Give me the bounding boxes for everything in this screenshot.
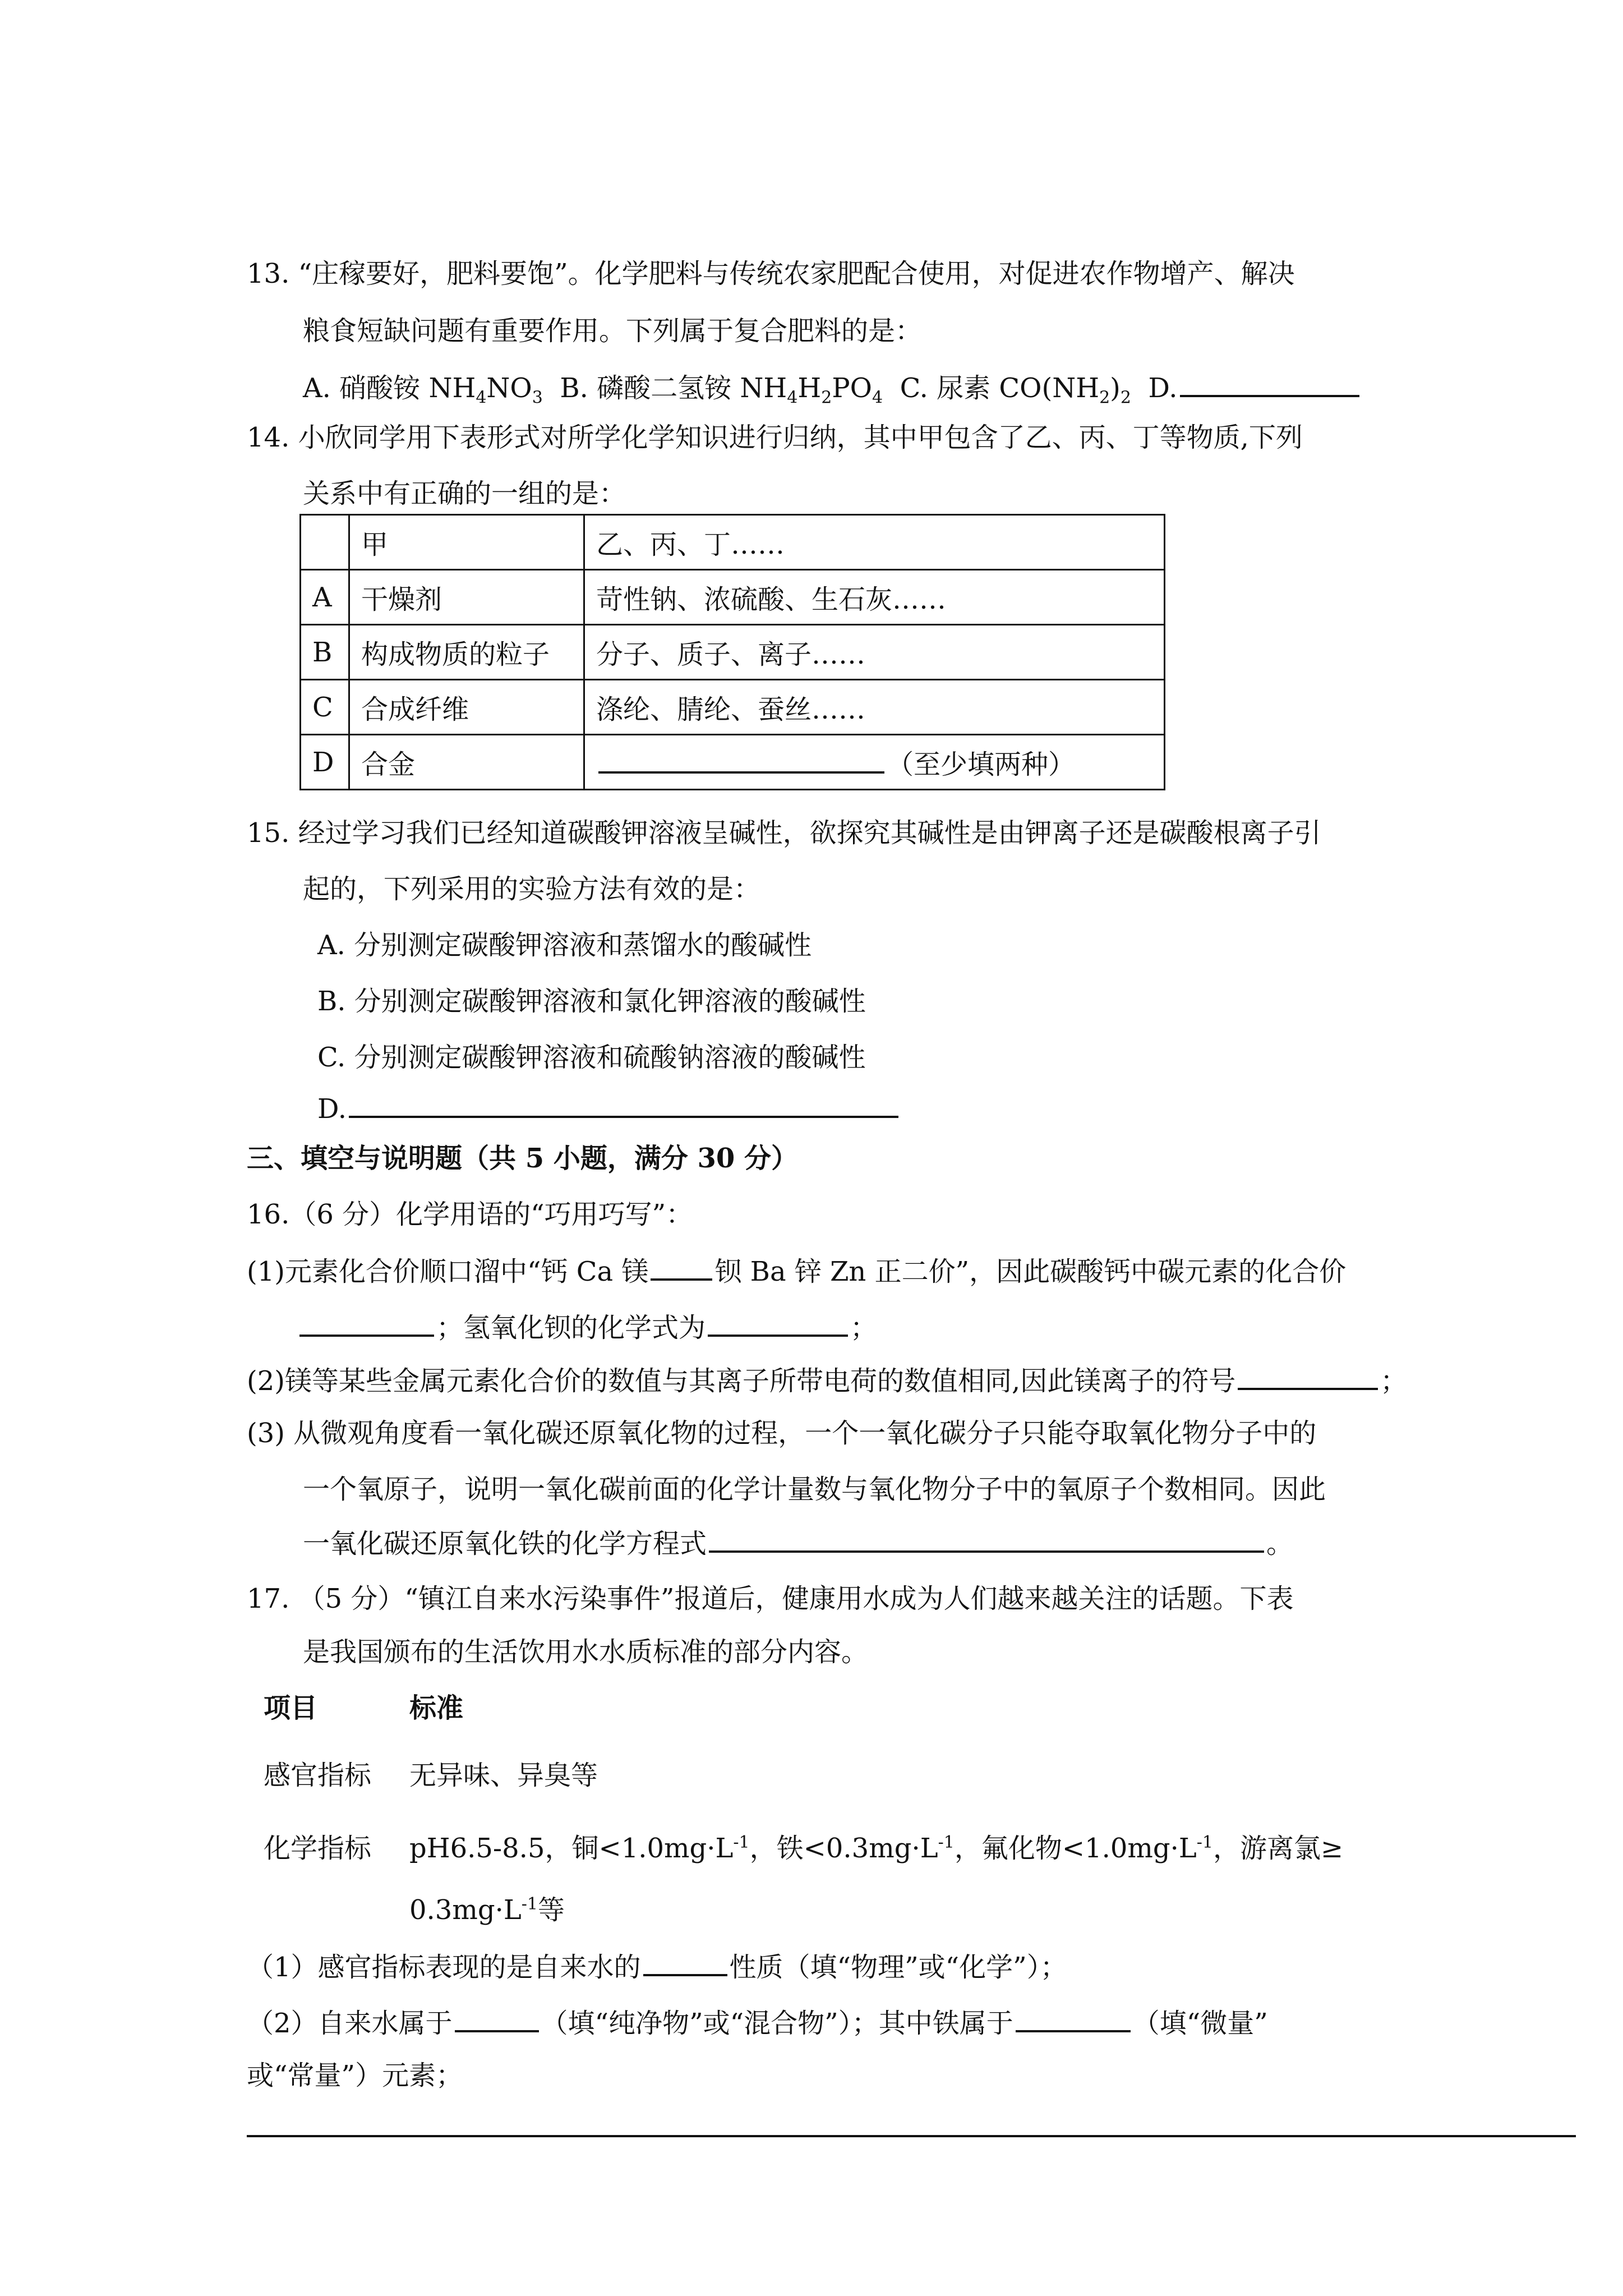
chemical-index-label: 化学指标 <box>264 1833 372 1864</box>
q13-options: A. 硝酸铵 $NH_4NO_3$ B. 磷酸二氢铵 $NH_4H_2PO_4$ C. 尿素 $CO(NH_2)_2$ D. <box>303 370 1362 405</box>
q16-part3-line2: 一个氧原子，说明一氧化碳前面的化学计量数与氧化物分子中的氧原子个数相同。因此 <box>303 1474 1326 1505</box>
table-row: B 构成物质的粒子 分子、质子、离子…… <box>301 625 1165 680</box>
q17-sub2-cont: 或“常量”）元素； <box>247 2060 463 2091</box>
mg-valence-blank[interactable] <box>651 1254 712 1281</box>
q15-line2: 起的，下列采用的实验方法有效的是： <box>303 873 761 905</box>
sensory-index-value: 无异味、异臭等 <box>409 1760 598 1791</box>
property-blank[interactable] <box>643 1949 727 1976</box>
q13-option-d: D. <box>1148 372 1178 404</box>
q17-line2: 是我国颁布的生活饮用水水质标准的部分内容。 <box>303 1636 869 1668</box>
q15-option-c: C. 分别测定碳酸钾溶液和硫酸钠溶液的酸碱性 <box>317 1042 866 1073</box>
sensory-index-label: 感官指标 <box>264 1760 372 1791</box>
q15-option-a: A. 分别测定碳酸钾溶液和蒸馏水的酸碱性 <box>317 930 812 961</box>
element-type-blank[interactable] <box>1016 2005 1131 2032</box>
q16-part2: (2)镁等某些金属元素化合价的数值与其离子所带电荷的数值相同,因此镁离子的符号 ； <box>247 1363 1407 1398</box>
table-row: 甲 乙、丙、丁…… <box>301 515 1165 570</box>
q16-part1-cont: ；氢氧化钡的化学式为 ； <box>297 1310 877 1345</box>
q16-title: 16.（6 分）化学用语的“巧用巧写”： <box>247 1199 693 1230</box>
equation-blank[interactable] <box>709 1526 1264 1553</box>
water-type-blank[interactable] <box>455 2005 539 2032</box>
standard-header-standard: 标准 <box>409 1692 464 1724</box>
q16-part3-line3: 一氧化碳还原氧化铁的化学方程式 。 <box>303 1526 1293 1561</box>
table-row: C 合成纤维 涤纶、腈纶、蚕丝…… <box>301 680 1165 735</box>
chemical-index-value-cont: $0.3mg\cdot L^{-1}$等 <box>409 1894 565 1926</box>
barium-hydroxide-blank[interactable] <box>708 1310 848 1337</box>
q13-line2: 粮食短缺问题有重要作用。下列属于复合肥料的是： <box>303 315 923 347</box>
q15-answer-blank[interactable] <box>349 1091 898 1118</box>
q15-line1: 15. 经过学习我们已经知道碳酸钾溶液呈碱性，欲探究其碱性是由钾离子还是碳酸根离子引 <box>247 817 1321 849</box>
q15-option-d: D. <box>317 1091 901 1126</box>
q17-sub2: （2）自来水属于 （填“纯净物”或“混合物”）；其中铁属于 （填“微量” <box>247 2005 1268 2040</box>
q13-option-a: A. 硝酸铵 NH <box>303 372 476 404</box>
q15-option-b: B. 分别测定碳酸钾溶液和氯化钾溶液的酸碱性 <box>317 986 866 1017</box>
chemical-index-value: pH6.5-8.5，铜$<1.0mg\cdot L^{-1}$，铁$<0.3mg\cdot L^{-1}$，氟化物$<1.0mg\cdot L^{-1}$，游离氯≥ <box>409 1833 1344 1864</box>
table-row: A 干燥剂 苛性钠、浓硫酸、生石灰…… <box>301 570 1165 625</box>
q14-line1: 14. 小欣同学用下表形式对所学化学知识进行归纳，其中甲包含了乙、丙、丁等物质,下列 <box>247 422 1303 453</box>
q17-line1: 17. （5 分）“镇江自来水污染事件”报道后，健康用水成为人们越来越关注的话题。下表 <box>247 1583 1294 1614</box>
q14-line2: 关系中有正确的一组的是： <box>303 478 626 509</box>
q13-option-c: C. 尿素 CO(NH <box>900 372 1100 404</box>
q16-part3-line1: (3) 从微观角度看一氧化碳还原氧化物的过程，一个一氧化碳分子只能夺取氧化物分子中的 <box>247 1418 1317 1449</box>
q17-sub1: （1）感官指标表现的是自来水的 性质（填“物理”或“化学”）； <box>247 1949 1067 1984</box>
standard-header-item: 项目 <box>264 1692 318 1724</box>
q13-option-b: B. 磷酸二氢铵 NH <box>560 372 787 404</box>
table-row: D 合金 （至少填两种） <box>301 735 1165 790</box>
carbon-valence-blank[interactable] <box>299 1310 434 1337</box>
classification-table <box>299 514 1165 790</box>
q13-answer-blank[interactable] <box>1180 370 1359 397</box>
section-heading: 三、填空与说明题（共 5 小题，满分 30 分） <box>247 1143 799 1174</box>
q16-part1: (1)元素化合价顺口溜中“钙 Ca 镁 钡 Ba 锌 Zn 正二价”，因此碳酸钙中碳元素的化合价 <box>247 1254 1346 1289</box>
q13-line1: 13. “庄稼要好，肥料要饱”。化学肥料与传统农家肥配合使用，对促进农作物增产、解决 <box>247 258 1295 289</box>
footer-rule <box>247 2135 1576 2137</box>
mg-ion-blank[interactable] <box>1238 1363 1378 1390</box>
alloy-answer-blank[interactable] <box>598 747 884 774</box>
